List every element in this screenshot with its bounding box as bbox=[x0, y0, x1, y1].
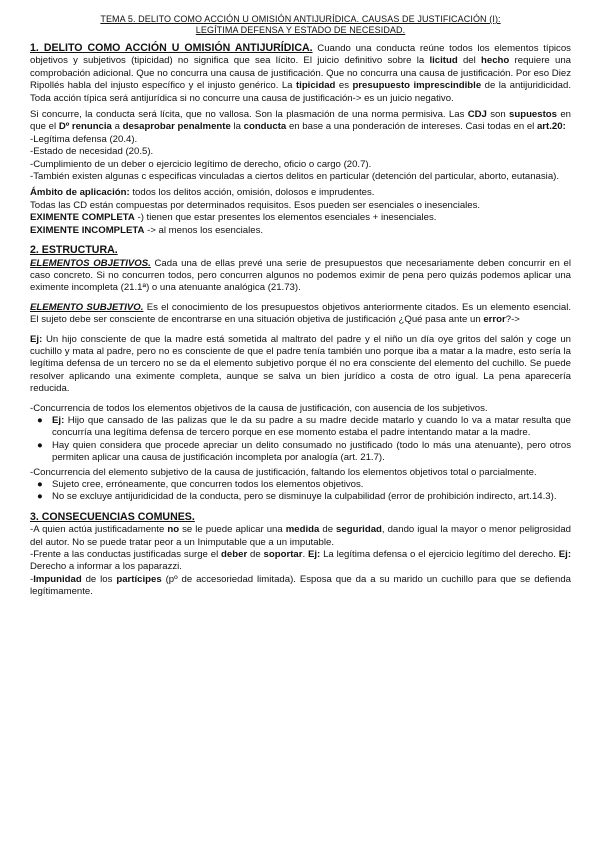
list-item: -Legítima defensa (20.4). bbox=[30, 133, 138, 145]
concurrencia-2: -Concurrencia del elemento subjetivo de la causa de justificación, faltando los elementos objetivos total o parcialmente. bbox=[30, 466, 537, 478]
list-item: -Cumplimiento de un deber o ejercicio legítimo de derecho, oficio o cargo (20.7). bbox=[30, 158, 372, 170]
list-item: ● Sujeto cree, erróneamente, que concurren todos los elementos objetivos. bbox=[37, 479, 364, 490]
list-item: ● No se excluye antijuridicidad de la conducta, pero se disminuye la culpabilidad (error de prohibición indirecto, art.14.3). bbox=[37, 491, 557, 503]
section-1-also: -También existen algunas c especificas vinculadas a ciertos delitos en particular (detención del particular, aborto, eutanasia). bbox=[30, 171, 560, 183]
consequence-2: -Frente a las conductas justificadas surge el deber de soportar. Ej: La legítima defensa o el ejercicio legítimo del derecho. Ej: Derecho a informar a los paparazzi. bbox=[30, 549, 572, 573]
bullet-list-1 bbox=[30, 415, 571, 465]
bullet-list-2 bbox=[30, 479, 571, 504]
elemento-subjetivo-paragraph: ELEMENTO SUBJETIVO. Es el conocimiento de los presupuestos objetivos anteriormente citados. Es un elemento esencial. El sujeto debe ser consciente de encontrarse en una situación objetiva de justificación ¿Qué pasa ante un error?-> bbox=[30, 301, 571, 326]
consequence-1: -A quien actúa justificadamente no se le puede aplicar una medida de seguridad, dando igual la mayor o menor peligrosidad del autor. No se puede tratar peor a un Inimputable que a un imputable. bbox=[30, 524, 571, 548]
title-line-1: TEMA 5. DELITO COMO ACCIÓN U OMISIÓN ANTIJURÍDICA. CAUSAS DE JUSTIFICACIÓN (I): bbox=[100, 14, 501, 24]
eximente-incompleta-line: EXIMENTE INCOMPLETA -> al menos los esenciales. bbox=[30, 224, 264, 236]
section-1-intro: 1. DELITO COMO ACCIÓN U OMISIÓN ANTIJURÍDICA. Cuando una conducta reúne todos los elementos típicos objetivos y subjetivos (tipicidad) no significa que sea lícito. El juicio definitivo sobre la licitud del hecho requiere una comprobación adicional. Que no concurra una causa de justificación. Que no concurra una causa de justificación. Por eso Diez Ripollés habla del injusto específico y el injusto genérico. La tipicidad es presupuesto imprescindible de la antijuridicidad. Toda acción típica será antijurídica si no concurre una causa de justificación-> es un juicio negativo. bbox=[30, 42, 572, 104]
example-paragraph: Ej: Un hijo consciente de que la madre está sometida al maltrato del padre y el niño un día oye gritos del salón y coge un cuchillo y mata al padre, pero no es consciente de que el padre tenía también uno porque iba a matar a la madre, esto sería la legítima defensa de un tercero no se da el elemento subjetivo porque él no era consciente del elemento del cuchillo. Se puede resolver aplicando una eximente completa, aunque se salva un bien jurídico a costa de otro igual. La pena aparecería reducida. bbox=[30, 333, 571, 395]
list-item: ● Ej: Hijo que cansado de las palizas que le da su padre a su madre decide matarlo y cuando lo va a matar resulta que concurría una legítima defensa de tercero porque en ese momento estaba el padre intentando matar a la madre. bbox=[37, 414, 571, 439]
list-item: -Estado de necesidad (20.5). bbox=[30, 146, 154, 158]
todas-line: Todas las CD están compuestas por determinados requisitos. Esos pueden ser esenciales o inesenciales. bbox=[30, 199, 481, 211]
consequence-3: -Impunidad de los partícipes (pº de accesoriedad limitada). Esposa que da a su marido un cuchillo para que se defienda legítimamente. bbox=[30, 573, 572, 598]
concurrencia-1: -Concurrencia de todos los elementos objetivos de la causa de justificación, con ausencia de los subjetivos. bbox=[30, 402, 488, 414]
eximente-completa-line: EXIMENTE COMPLETA -) tienen que estar presentes los elementos esenciales + inesenciales. bbox=[30, 212, 437, 224]
page-title bbox=[30, 14, 571, 36]
section-2-heading: 2. ESTRUCTURA. bbox=[30, 244, 118, 257]
section-1-heading: 1. DELITO COMO ACCIÓN U OMISIÓN ANTIJURÍDICA. bbox=[30, 42, 313, 54]
elementos-objetivos-paragraph: ELEMENTOS OBJETIVOS. Cada una de ellas prevé una serie de presupuestos que necesariamente deben concurrir en el caso concreto. Si no concurren todos, pero concurren algunos no podemos eximir de pena pero quizás podemos aplicar una eximente incompleta (21.1ª) o una atenuante analógica (21.73). bbox=[30, 257, 571, 294]
title-line-2: LEGÍTIMA DEFENSA Y ESTADO DE NECESIDAD. bbox=[195, 25, 406, 35]
list-item: ● Hay quien considera que procede apreciar un delito consumado no justificado (todo lo más una atenuante), pero otros permiten aplicar una causa de justificación incompleta por analogía (art. 21.7). bbox=[37, 439, 571, 464]
section-3-heading: 3. CONSECUENCIAS COMUNES. bbox=[30, 510, 195, 523]
document-page bbox=[30, 14, 571, 603]
ambito-line: Ámbito de aplicación: todos los delitos acción, omisión, dolosos e imprudentes. bbox=[30, 187, 375, 199]
section-1-cdj-paragraph: Si concurre, la conducta será lícita, que no vallosa. Son la plasmación de una norma permisiva. Las CDJ son supuestos en que el Dº renuncia a desaprobar penalmente la conducta en base a una ponderación de intereses. Casi todas en el art.20: bbox=[30, 109, 571, 133]
